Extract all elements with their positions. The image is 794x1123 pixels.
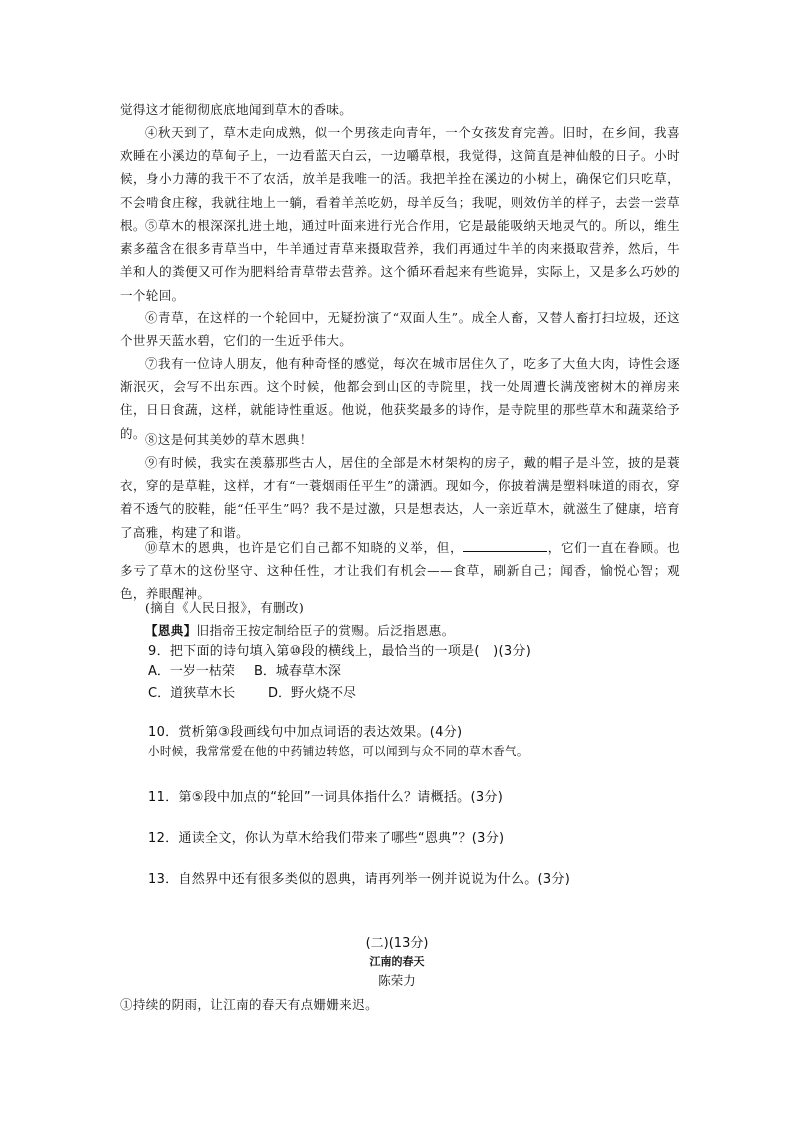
option-b: B．城春草木深 [254,664,341,679]
paragraph-6: ⑥青草，在这样的一个轮回中，无疑扮演了“双面人生”。成全人畜，又替人畜打扫垃圾，还这个世界天蓝水碧，它们的一生近乎伟大。 [120,310,680,349]
question-12: 12．通读全文，你认为草木给我们带来了哪些“恩典”？(3分) [148,831,505,846]
option-a: A．一岁一枯荣 [148,664,235,679]
fill-in-blank [463,538,547,552]
question-11: 11．第⑤段中加点的“轮回”一词具体指什么？请概括。(3分) [148,790,504,805]
section-header: (二)(13分) [365,936,429,951]
section2-paragraph-1: ①持续的阴雨，让江南的春天有点姗姗来迟。 [120,997,379,1012]
paragraph-7: ⑦我有一位诗人朋友，他有种奇怪的感觉，每次在城市居住久了，吃多了大鱼大肉，诗性会逐渐泯灭，会写不出东西。这个时候，他都会到山区的寺院里，找一处周遭长满茂密树木的禅房来住，日日食蔬，这样，就能诗性重返。他说，他获奖最多的诗作，是寺院里的那些草木和蔬菜给予的。 [120,356,680,441]
glossary-term: 【恩典】 [145,623,197,638]
paragraph-10-start: ⑩草木的恩典，也许是它们自己都不知晓的义举，但， [145,540,464,555]
question-13: 13．自然界中还有很多类似的恩典，请再列举一例并说说为什么。(3分) [148,872,571,887]
question-9: 9．把下面的诗句填入第⑩段的横线上，最恰当的一项是( )(3分) [148,644,532,659]
paragraph-10-end: ，它们一直在眷顾。也多亏了草木的这份坚守、这种任性，才让我们有机会——食草，刷新自己；闻香，愉悦心智；观色，养眼醒神。 [120,540,680,602]
paragraph-4: ④秋天到了，草木走向成熟，似一个男孩走向青年，一个女孩发育完善。旧时，在乡间，我喜欢睡在小溪边的草甸子上，一边看蓝天白云，一边嚼草根，我觉得，这简直是神仙般的日子。小时候，身小力薄的我干不了农活，放羊是我唯一的活。我把羊拴在溪边的小树上，确保它们只吃草，不会啃食庄稼，我就往地上一躺，看着羊羔吃奶，母羊反刍；我呢，则效仿羊的样子，去尝一尝草根。 [120,125,680,233]
paragraph-8: ⑧这是何其美妙的草木恩典！ [145,432,313,447]
option-c: C．道狭草木长 [148,686,236,701]
article-author: 陈荣力 [378,973,416,988]
passage-line-0: 觉得这才能彻彻底底地闻到草木的香味。 [120,102,353,117]
article-title: 江南的春天 [369,955,425,968]
question-10: 10．赏析第③段画线句中加点词语的表达效果。(4分) [148,725,463,740]
paragraph-5: ⑤草木的根深深扎进土地，通过叶面来进行光合作用，它是最能吸纳天地灵气的。所以，维生素多蕴含在很多青草当中，牛羊通过青草来摄取营养，我们再通过牛羊的肉来摄取营养，然后，牛羊和人的粪便又可作为肥料给青草带去营养。这个循环看起来有些诡异，实际上，又是多么巧妙的一个轮回。 [120,218,680,303]
paragraph-9-text: ⑨有时候，我实在羡慕那些古人，居住的全部是木材架构的房子，戴的帽子是斗笠，披的是蓑衣，穿的是草鞋，这样，才有“一蓑烟雨任平生”的潇洒。现如今，你披着满是塑料味道的雨衣，穿着不透气的胶鞋，能“任平生”吗？我不是过激，只是想表达，人一亲近草木，就滋生了健康，培育了高雅，构建了和谐。 [120,455,680,540]
glossary-note [145,619,705,642]
glossary-definition: 旧指帝王按定制给臣子的赏赐。后泛指恩惠。 [196,623,455,638]
option-d: D．野火烧不尽 [268,686,357,701]
question-10-sentence: 小时候，我常常爱在他的中药铺边转悠，可以闻到与众不同的草木香气。 [148,744,529,758]
source-citation: (摘自《人民日报》，有删改) [145,600,305,615]
paragraph-9 [120,451,680,544]
